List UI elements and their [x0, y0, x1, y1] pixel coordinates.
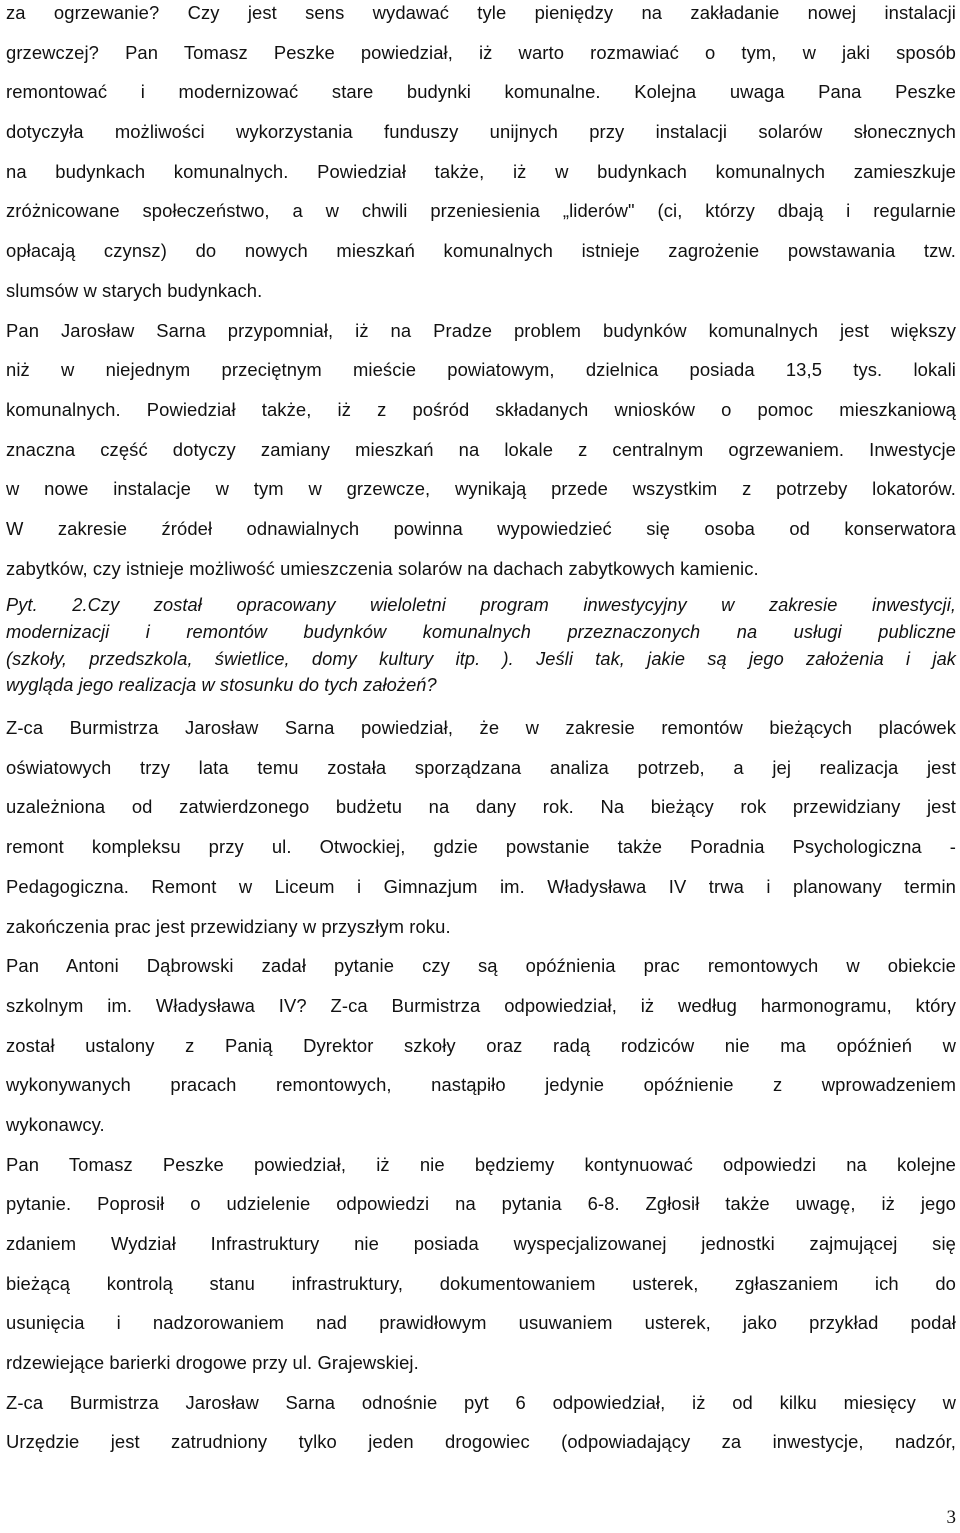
text-line: dotyczyła możliwości wykorzystania funduszy unijnych przy instalacji solarów słonecznych: [6, 121, 956, 143]
text-line: wykonawcy.: [6, 1113, 105, 1135]
body-paragraph: [6, 311, 956, 589]
text-line: niż w niejednym przeciętnym mieście powiatowym, dzielnica posiada 13,5 tys. lokali: [6, 359, 956, 381]
text-line: Pan Tomasz Peszke powiedział, iż nie będziemy kontynuować odpowiedzi na kolejne: [6, 1153, 956, 1175]
body-paragraph: [6, 0, 956, 311]
text-line: W zakresie źródeł odnawialnych powinna wypowiedzieć się osoba od konserwatora: [6, 517, 956, 539]
text-line: Pedagogiczna. Remont w Liceum i Gimnazjum im. Władysława IV trwa i planowany termin: [6, 875, 956, 897]
text-line: grzewczej? Pan Tomasz Peszke powiedział, iż warto rozmawiać o tym, w jaki sposób: [6, 41, 956, 63]
text-line: Pan Jarosław Sarna przypomniał, iż na Pradze problem budynków komunalnych jest większy: [6, 319, 956, 341]
page-number: 3: [946, 1507, 956, 1528]
text-line: Pyt. 2.Czy został opracowany wieloletni program inwestycyjny w zakresie inwestycji,: [6, 595, 956, 616]
text-line: został ustalony z Panią Dyrektor szkoły oraz radą rodziców nie ma opóźnień w: [6, 1034, 956, 1056]
text-line: znaczna część dotyczy zamiany mieszkań na lokale z centralnym ogrzewaniem. Inwestycje: [6, 438, 956, 460]
text-line: zróżnicowane społeczeństwo, a w chwili przeniesienia „liderów" (ci, którzy dbają i regularnie: [6, 200, 956, 222]
text-line: za ogrzewanie? Czy jest sens wydawać tyle pieniędzy na zakładanie nowej instalacji: [6, 2, 956, 23]
question-paragraph: [6, 592, 956, 699]
text-line: szkolnym im. Władysława IV? Z-ca Burmistrza odpowiedział, iż według harmonogramu, który: [6, 994, 956, 1016]
body-paragraph: [6, 1383, 956, 1462]
text-line: bieżącą kontrolą stanu infrastruktury, dokumentowaniem usterek, zgłaszaniem ich do: [6, 1272, 956, 1294]
text-line: zdaniem Wydział Infrastruktury nie posiada wyspecjalizowanej jednostki zajmującej się: [6, 1233, 956, 1254]
text-line: Pan Antoni Dąbrowski zadał pytanie czy są opóźnienia prac remontowych w obiekcie: [6, 955, 956, 977]
text-line: usunięcia i nadzorowaniem nad prawidłowym usuwaniem usterek, jako przykład podał: [6, 1312, 956, 1334]
body-paragraph: [6, 708, 956, 946]
text-line: w nowe instalacje w tym w grzewcze, wynikają przede wszystkim z potrzeby lokatorów.: [6, 478, 956, 500]
text-line: zabytków, czy istnieje możliwość umieszczenia solarów na dachach zabytkowych kamienic.: [6, 557, 759, 579]
body-paragraph: [6, 946, 956, 1144]
text-line: zakończenia prac jest przewidziany w przyszłym roku.: [6, 915, 451, 937]
text-line: wygląda jego realizacja w stosunku do tych założeń?: [6, 675, 437, 696]
text-line: na budynkach komunalnych. Powiedział także, iż w budynkach komunalnych zamieszkuje: [6, 160, 956, 182]
document-page: [6, 0, 956, 1462]
text-line: uzależniona od zatwierdzonego budżetu na dany rok. Na bieżący rok przewidziany jest: [6, 796, 956, 818]
body-paragraph: [6, 1145, 956, 1383]
text-line: Urzędzie jest zatrudniony tylko jeden drogowiec (odpowiadający za inwestycje, nadzór,: [6, 1431, 956, 1453]
text-line: pytanie. Poprosił o udzielenie odpowiedzi na pytania 6-8. Zgłosił także uwagę, iż jego: [6, 1193, 956, 1215]
text-line: Z-ca Burmistrza Jarosław Sarna odnośnie pyt 6 odpowiedział, iż od kilku miesięcy w: [6, 1391, 956, 1413]
text-line: remontować i modernizować stare budynki komunalne. Kolejna uwaga Pana Peszke: [6, 81, 956, 103]
text-line: Z-ca Burmistrza Jarosław Sarna powiedział, że w zakresie remontów bieżących placówek: [6, 717, 956, 739]
text-line: remont kompleksu przy ul. Otwockiej, gdzie powstanie także Poradnia Psychologiczna -: [6, 836, 956, 858]
text-line: opłacają czynsz) do nowych mieszkań komunalnych istnieje zagrożenie powstawania tzw.: [6, 240, 956, 262]
text-line: slumsów w starych budynkach.: [6, 279, 263, 301]
text-line: (szkoły, przedszkola, świetlice, domy kultury itp. ). Jeśli tak, jakie są jego założenia i jak: [6, 648, 956, 669]
text-line: wykonywanych pracach remontowych, nastąpiło jedynie opóźnienie z wprowadzeniem: [6, 1074, 956, 1096]
text-line: komunalnych. Powiedział także, iż z pośród składanych wniosków o pomoc mieszkaniową: [6, 398, 956, 420]
text-line: oświatowych trzy lata temu została sporządzana analiza potrzeb, a jej realizacja jest: [6, 756, 956, 778]
text-line: rdzewiejące barierki drogowe przy ul. Grajewskiej.: [6, 1352, 419, 1374]
text-line: modernizacji i remontów budynków komunalnych przeznaczonych na usługi publiczne: [6, 622, 956, 642]
